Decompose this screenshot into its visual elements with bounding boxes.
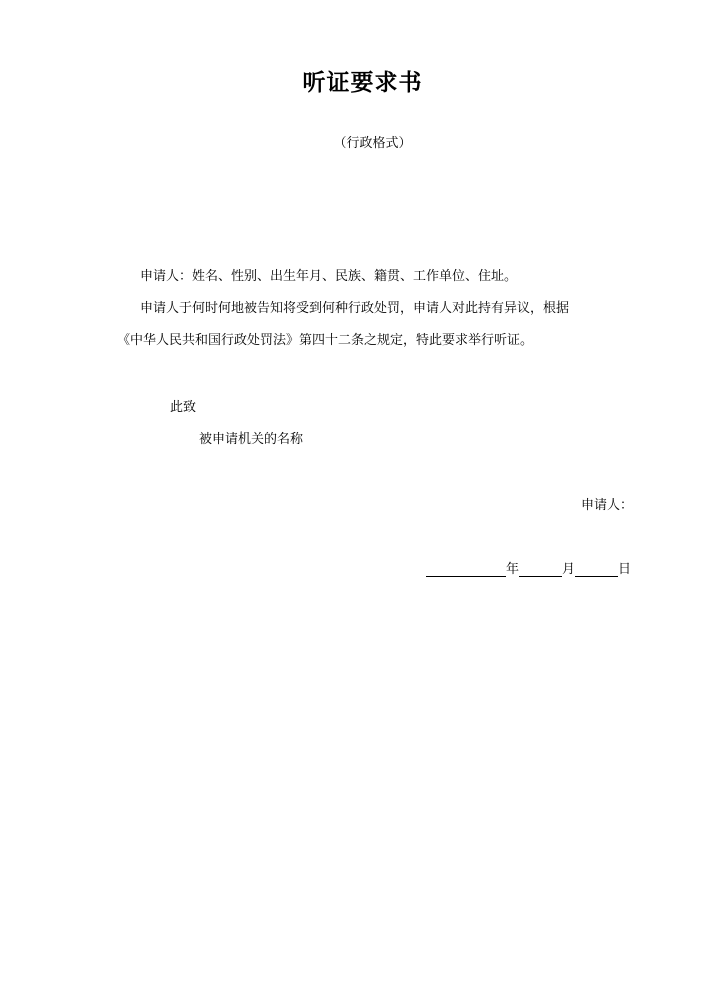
month-blank	[519, 562, 562, 577]
document-title: 听证要求书	[302, 70, 423, 96]
day-blank	[575, 562, 618, 577]
body-paragraph-line-2: 《中华人民共和国行政处罚法》第四十二条之规定，特此要求举行听证。	[117, 333, 534, 348]
day-label: 日	[618, 562, 632, 577]
salutation: 此致	[170, 400, 197, 415]
body-paragraph-line-1: 申请人于何时何地被告知将受到何种行政处罚，申请人对此持有异议，根据	[140, 301, 570, 316]
recipient-name: 被申请机关的名称	[199, 432, 304, 447]
document-subtitle: （行政格式）	[333, 136, 412, 151]
date-line	[426, 558, 631, 577]
year-blank	[426, 562, 506, 577]
signer-label: 申请人：	[581, 498, 634, 513]
month-label: 月	[562, 562, 576, 577]
applicant-info-paragraph: 申请人：姓名、性别、出生年月、民族、籍贯、工作单位、住址。	[140, 269, 518, 284]
year-label: 年	[506, 562, 520, 577]
